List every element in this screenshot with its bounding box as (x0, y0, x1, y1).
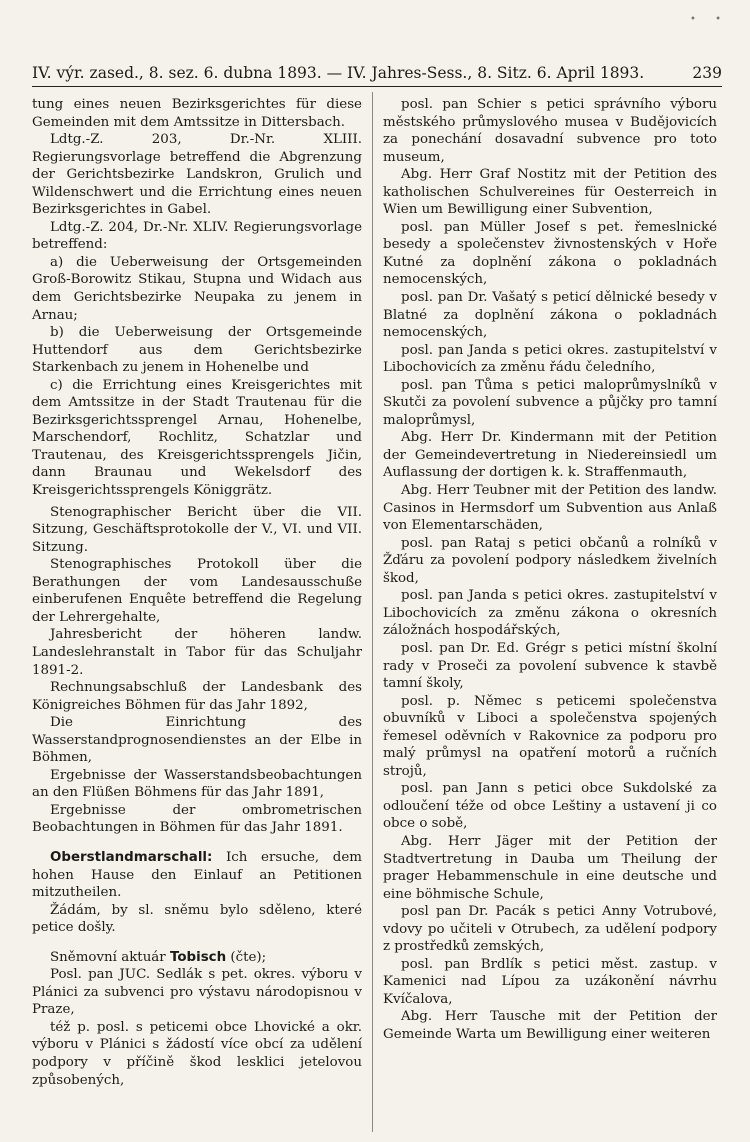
speech-text: Ich ersuche, dem hohen Hause den Einlauf an Petitionen mitzutheilen. (32, 849, 362, 901)
paragraph: Abg. Herr Graf Nostitz mit der Petition des katholischen Schulvereines für Oesterreich in Wien um Bewilligung einer Subvention, (383, 167, 717, 218)
paragraph: Die Einrichtung des Wasserstandprognosendienstes an der Elbe in Böhmen, (32, 715, 362, 766)
paragraph: též p. posl. s peticemi obce Lhovické a okr. výboru v Plánici s žádostí více obcí za udělení podpory v příčině škod lesklici jetelovou způsobených, (32, 1019, 362, 1088)
paragraph: Ldtg.-Z. 203, Dr.-Nr. XLIII. Regierungsvorlage betreffend die Abgrenzung der Gerichtsbezirke Landskron, Grulich und Wildenschwert und die Errichtung eines neuen Bezirksgerichtes in Gabel. (32, 132, 362, 218)
right-column (383, 96, 717, 1044)
paragraph: posl. pan Dr. Ed. Grégr s petici místní školní rady v Proseči za povolení subvence k stavbě tamní školy, (383, 640, 717, 692)
paragraph: a) die Ueberweisung der Ortsgemeinden Groß-Borowitz Stikau, Stupna und Widach aus dem Gerichtsbezirke Neupaka zu jenem in Arnau; (32, 254, 362, 323)
speaker-name: Oberstlandmarschall: (50, 849, 213, 865)
paragraph: Ldtg.-Z. 204, Dr.-Nr. XLIV. Regierungsvorlage betreffend: (32, 219, 362, 253)
paragraph: Jahresbericht der höheren landw. Landeslehranstalt in Tabor für das Schuljahr 1891-2. (32, 627, 362, 678)
paragraph: Abg. Herr Teubner mit der Petition des landw. Casinos in Hermsdorf um Subvention aus Anlaß von Elementarschäden, (383, 483, 717, 534)
left-column (32, 96, 362, 1089)
paragraph: posl. pan Rataj s petici občanů a rolníků v Žďáru za povolení podpory následkem živelních škod, (383, 535, 717, 586)
running-title: IV. výr. zased., 8. sez. 6. dubna 1893. — IV. Jahres-Sess., 8. Sitz. 6. April 1893. (32, 64, 645, 82)
speaker-name: Tobisch (169, 949, 227, 965)
paragraph: Ergebnisse der ombrometrischen Beobachtungen in Böhmen für das Jahr 1891. (32, 802, 362, 836)
paragraph: Ergebnisse der Wasserstandsbeobachtungen an den Flüßen Böhmens für das Jahr 1891, (32, 767, 362, 801)
paragraph: posl. pan Janda s petici okres. zastupitelství v Libochovicích za změnu řádu čeledního, (383, 342, 717, 376)
speech-tobisch (32, 949, 362, 967)
paragraph: tung eines neuen Bezirksgerichtes für diese Gemeinden mit dem Amtssitze in Dittersbach. (32, 97, 362, 130)
header-rule (32, 86, 722, 87)
paragraph: Abg. Herr Tausche mit der Petition der Gemeinde Warta um Bewilligung einer weiteren (383, 1009, 717, 1042)
speech-oberstlandmarschall (32, 849, 362, 902)
paragraph: posl. pan Janda s petici okres. zastupitelství v Libochovicích za změnu zákona o okresních záložnách hospodářských, (383, 588, 717, 639)
paragraph: posl. pan Dr. Vašatý s peticí dělnické besedy v Blatné za doplnění zákona o pokladnách nemocenských, (383, 290, 717, 341)
paragraph: Abg. Herr Dr. Kindermann mit der Petition der Gemeindevertretung in Niedereinsiedl um Auflassung der dortigen k. k. Straffenmauth, (383, 430, 717, 481)
paragraph: Posl. pan JUC. Sedlák s pet. okres. výboru v Plánici za subvenci pro výstavu národopisnou v Praze, (32, 967, 362, 1018)
paragraph: Rechnungsabschluß der Landesbank des Königreiches Böhmen für das Jahr 1892, (32, 680, 362, 713)
paragraph: posl. p. Němec s peticemi společenstva obuvníků v Liboci a společenstva spojených řemesel oděvních v Rakovnice za podporu pro malý průmysl na opatření motorů a ručních strojů, (383, 693, 717, 779)
paragraph: b) die Ueberweisung der Ortsgemeinde Huttendorf aus dem Gerichtsbezirke Starkenbach zu jenem in Hohenelbe und (32, 325, 362, 376)
paragraph: Stenographisches Protokoll über die Berathungen der vom Landesausschuße einberufenen Enquête betreffend die Regelung der Lehrergehalte, (32, 557, 362, 625)
decorative-dots: • • (690, 14, 729, 25)
paragraph: posl. pan Jann s petici obce Sukdolské za odloučení téže od obce Leštiny a ustavení ji co obce o sobě, (383, 781, 717, 832)
column-divider (372, 92, 373, 1132)
page-number: 239 (692, 64, 722, 82)
paragraph: posl. pan Brdlík s petici měst. zastup. v Kamenici nad Lípou za uzákonění návrhu Kvíčalova, (383, 956, 717, 1007)
page-header (32, 64, 722, 82)
paragraph: Žádám, by sl. sněmu bylo sděleno, které petice došly. (32, 902, 362, 936)
paragraph: Abg. Herr Jäger mit der Petition der Stadtvertretung in Dauba um Theilung der prager Hebammenschule in eine deutsche und eine böhmische Schule, (383, 833, 717, 902)
speaker-role: Sněmovní aktuár (50, 949, 170, 965)
paragraph: posl pan Dr. Pacák s petici Anny Votrubové, vdovy po učiteli v Otrubech, za udělení podpory z prostředků zemských, (383, 904, 717, 955)
paragraph: posl. pan Tůma s petici maloprůmyslníků v Skutči za povolení subvence a půjčky pro tamní maloprůmysl, (383, 377, 717, 428)
speaker-note: (čte); (226, 949, 267, 965)
paragraph: posl. pan Schier s petici správního výboru městského průmyslového musea v Budějovicích za ponechání dosavadní subvence pro toto museum, (383, 97, 717, 165)
paragraph: c) die Errichtung eines Kreisgerichtes mit dem Amtssitze in der Stadt Trautenau für die Bezirksgerichtssprengel Arnau, Hohenelbe, Marschendorf, Rochlitz, Schatzlar und Trautenau, des Kreisgerichtssprengels Jičin, dann Braunau und Wekelsdorf des Kreisgerichtssprengels Königgrätz. (32, 377, 362, 499)
paragraph: posl. pan Müller Josef s pet. řemeslnické besedy a společenstev živnostenských v Hoře Kutné za doplnění zákona o pokladnách nemocenských, (383, 219, 717, 288)
paragraph: Stenographischer Bericht über die VII. Sitzung, Geschäftsprotokolle der V., VI. und VII. Sitzung. (32, 504, 362, 555)
